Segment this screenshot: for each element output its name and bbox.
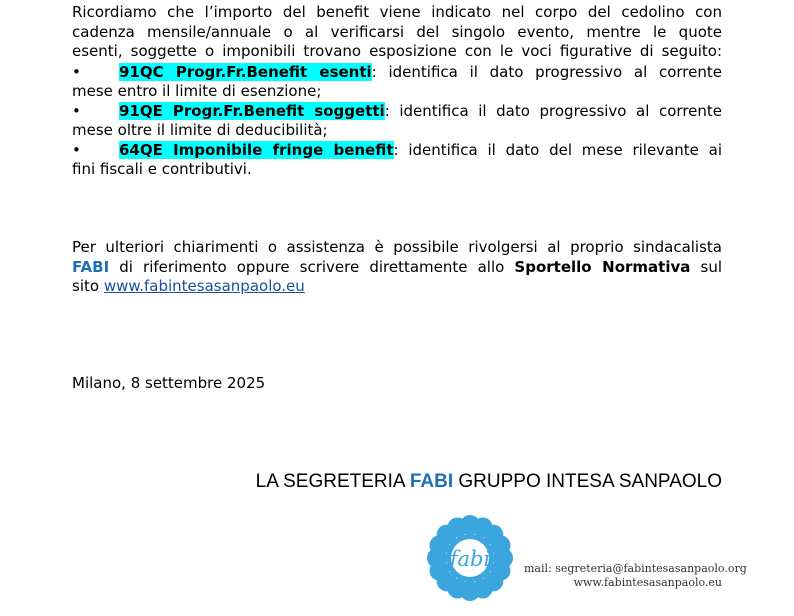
contact-line-2 (72, 257, 722, 277)
bullet-1: • (72, 63, 81, 81)
logo-text: fabi (449, 547, 491, 571)
fabi-flower-logo (425, 513, 515, 603)
item-2-desc: : identifica il dato progressivo al corrente (384, 102, 723, 120)
intro-line-2: cadenza mensile/annuale o al verificarsi del singolo evento, mentre le quote (72, 23, 722, 41)
sportello-normativa: Sportello Normativa (514, 258, 691, 276)
item-1-code: 91QC Progr.Fr.Benefit esenti (119, 63, 372, 81)
footer-web: www.fabintesasanpaolo.eu (573, 576, 722, 589)
date-line: Milano, 8 settembre 2025 (72, 374, 266, 392)
signature-brand: FABI (409, 471, 454, 492)
signature (256, 470, 722, 494)
logo-petal (490, 535, 510, 555)
item-3-code: 64QE Imponibile fringe benefit (119, 141, 394, 159)
signature-suffix: GRUPPO INTESA SANPAOLO (453, 471, 722, 492)
signature-prefix: LA SEGRETERIA (255, 471, 410, 492)
bullet-3: • (72, 141, 81, 159)
footer-mail: mail: segreteria@fabintesasanpaolo.org (524, 562, 747, 575)
site-prefix: sito (72, 277, 104, 295)
fabi-brand-inline: FABI (72, 258, 110, 276)
item-3-line-2: fini fiscali e contributivi. (72, 160, 252, 178)
website-link[interactable]: www.fabintesasanpaolo.eu (103, 277, 305, 295)
intro-line-3: esenti, soggette o imponibili trovano esposizione con le voci figurative di seguito: (72, 42, 722, 60)
contact-line-2-mid: di riferimento oppure scrivere direttamente allo (109, 258, 515, 276)
item-3-desc: : identifica il dato del mese rilevante ai (393, 141, 722, 159)
item-1-line-2: mese entro il limite di esenzione; (72, 82, 322, 100)
bullet-2: • (72, 102, 81, 120)
item-2-line-1 (119, 101, 722, 121)
contact-line-2-end: sul (690, 258, 722, 276)
item-2-code: 91QE Progr.Fr.Benefit soggetti (119, 102, 385, 120)
item-3-line-1 (119, 140, 722, 160)
contact-line-3 (72, 276, 722, 296)
contact-line-1: Per ulteriori chiarimenti o assistenza è possibile rivolgersi al proprio sindacalista (72, 238, 722, 256)
item-1-desc: : identifica il dato progressivo al corrente (371, 63, 722, 81)
item-1-line-1 (119, 62, 722, 82)
intro-line-1: Ricordiamo che l’importo del benefit viene indicato nel corpo del cedolino con (72, 3, 722, 21)
item-2-line-2: mese oltre il limite di deducibilità; (72, 121, 328, 139)
